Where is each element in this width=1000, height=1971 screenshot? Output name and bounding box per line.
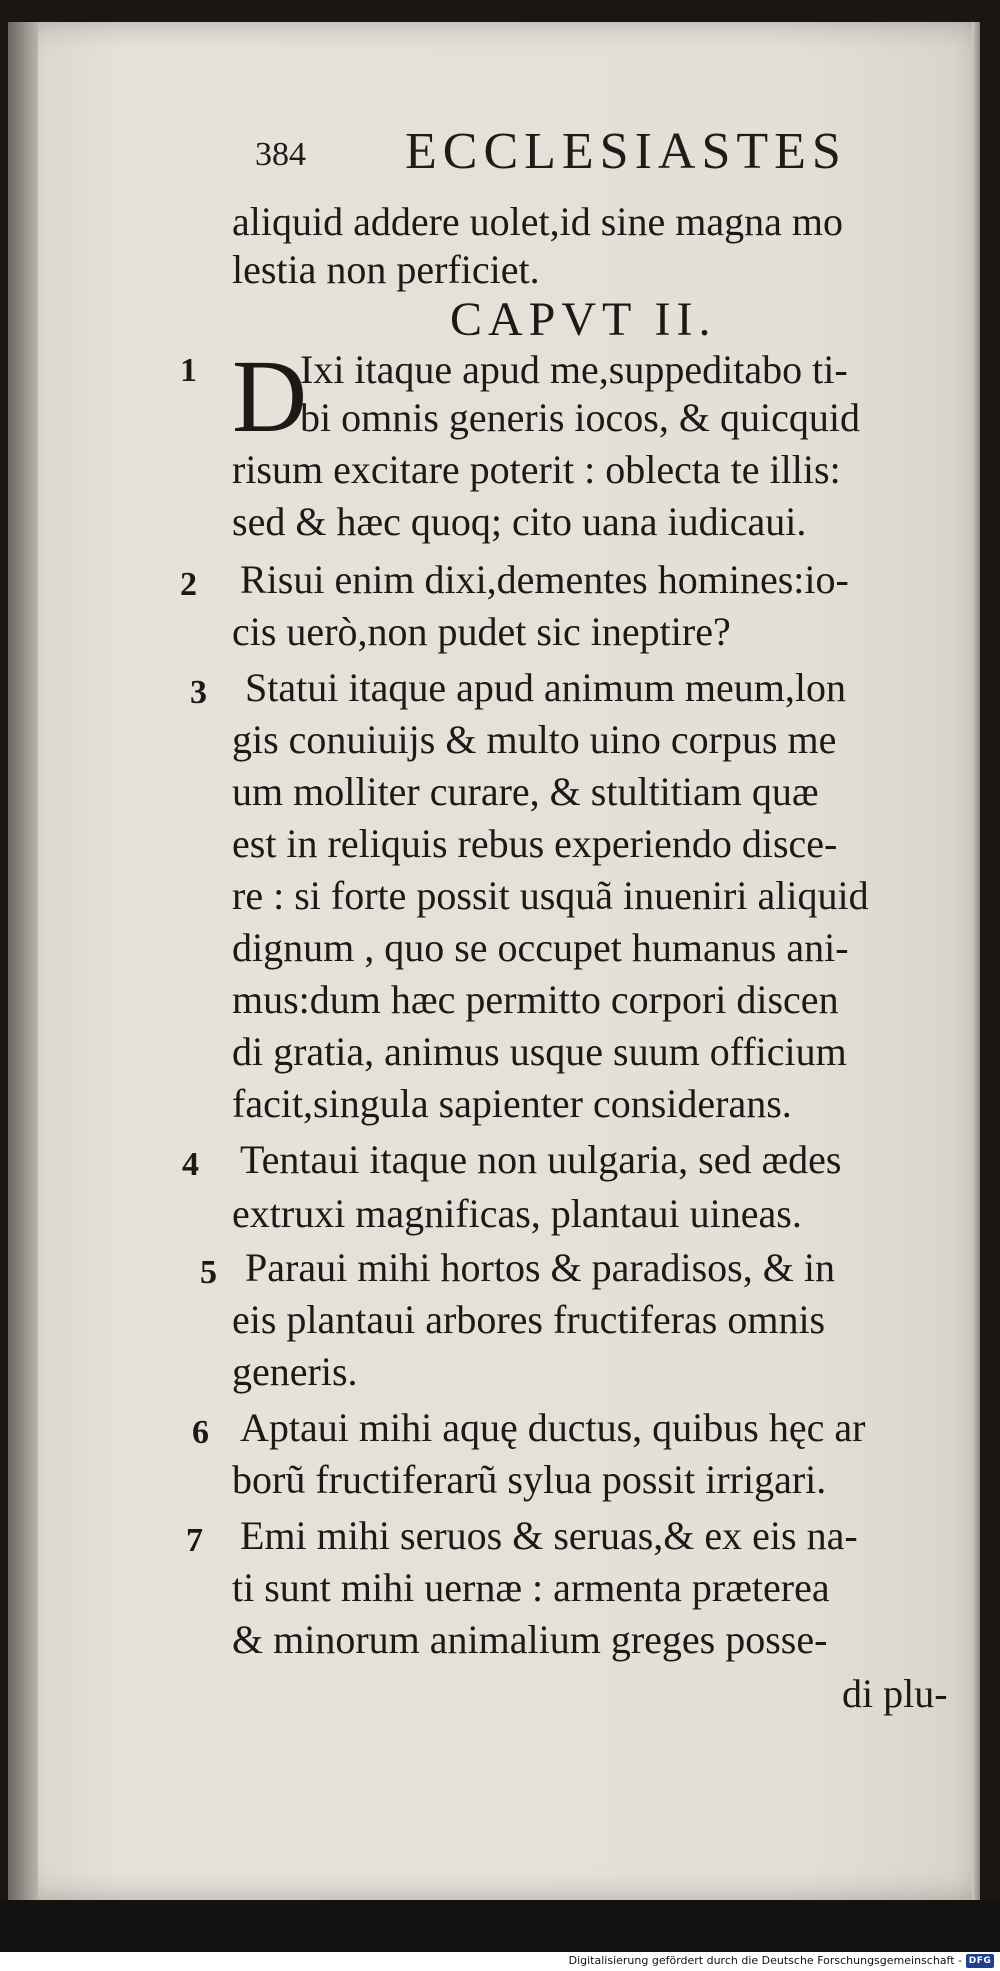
page-number: 384 xyxy=(255,136,306,173)
verse-number: 7 xyxy=(186,1522,203,1559)
verse-line: Ixi itaque apud me,suppeditabo ti- xyxy=(300,347,848,392)
verse-line: bi omnis generis iocos, & quicquid xyxy=(300,395,860,440)
verse-line: cis uerò,non pudet sic ineptire? xyxy=(232,609,731,654)
verse-line: & minorum animalium greges posse- xyxy=(232,1617,828,1662)
verse-line: Risui enim dixi,dementes homines:io- xyxy=(240,557,849,602)
page-edge xyxy=(972,22,980,1900)
verse-line: di gratia, animus usque suum officium xyxy=(232,1029,847,1074)
continuation-line: aliquid addere uolet,id sine magna mo xyxy=(232,199,843,244)
drop-cap: D xyxy=(232,339,308,454)
dfg-logo: DFG xyxy=(966,1954,994,1968)
verse-number: 1 xyxy=(180,352,197,389)
verse-line: Tentaui itaque non uulgaria, sed ædes xyxy=(240,1137,842,1182)
verse-line: generis. xyxy=(232,1349,358,1394)
verse-line: um molliter curare, & stultitiam quæ xyxy=(232,769,819,814)
verse-line: facit,singula sapienter considerans. xyxy=(232,1081,792,1126)
verse-line: borũ fructiferarũ sylua possit irrigari. xyxy=(232,1457,827,1502)
verse-line: risum excitare poterit : oblecta te illis: xyxy=(232,447,841,492)
verse-line: Paraui mihi hortos & paradisos, & in xyxy=(245,1245,835,1290)
verse-number: 3 xyxy=(190,674,207,711)
scan-bottom-border xyxy=(0,1900,1000,1952)
verse-number: 4 xyxy=(182,1146,199,1183)
page-gutter xyxy=(8,22,38,1900)
running-head: ECCLESIASTES xyxy=(405,123,847,180)
verse-number: 2 xyxy=(180,566,197,603)
verse-line: Aptaui mihi aquę ductus, quibus hęc ar xyxy=(240,1405,866,1450)
verse-line: est in reliquis rebus experiendo disce- xyxy=(232,821,838,866)
verse-line: Emi mihi seruos & seruas,& ex eis na- xyxy=(240,1513,858,1558)
verse-line: eis plantaui arbores fructiferas omnis xyxy=(232,1297,826,1342)
verse-line: mus:dum hæc permitto corpori discen xyxy=(232,977,839,1022)
verse-number: 5 xyxy=(200,1254,217,1291)
footer-credit: Digitalisierung gefördert durch die Deutsche Forschungsgemeinschaft - xyxy=(568,1954,962,1967)
page-header xyxy=(255,122,855,182)
chapter-title: CAPVT II. xyxy=(450,293,717,346)
verse-line: extruxi magnificas, plantaui uineas. xyxy=(232,1191,802,1236)
verse-line: dignum , quo se occupet humanus ani- xyxy=(232,925,849,970)
verse-line: re : si forte possit usquã inueniri aliquid xyxy=(232,873,869,918)
verse-line: Statui itaque apud animum meum,lon xyxy=(245,665,847,710)
verse-line: gis conuiuijs & multo uino corpus me xyxy=(232,717,837,762)
footer xyxy=(0,1952,1000,1971)
catchword: di plu- xyxy=(842,1671,948,1716)
verse-number: 6 xyxy=(192,1414,209,1451)
verse-line: sed & hæc quoq; cito uana iudicaui. xyxy=(232,499,807,544)
verse-line: ti sunt mihi uernæ : armenta præterea xyxy=(232,1565,830,1610)
continuation-line: lestia non perficiet. xyxy=(232,247,540,292)
